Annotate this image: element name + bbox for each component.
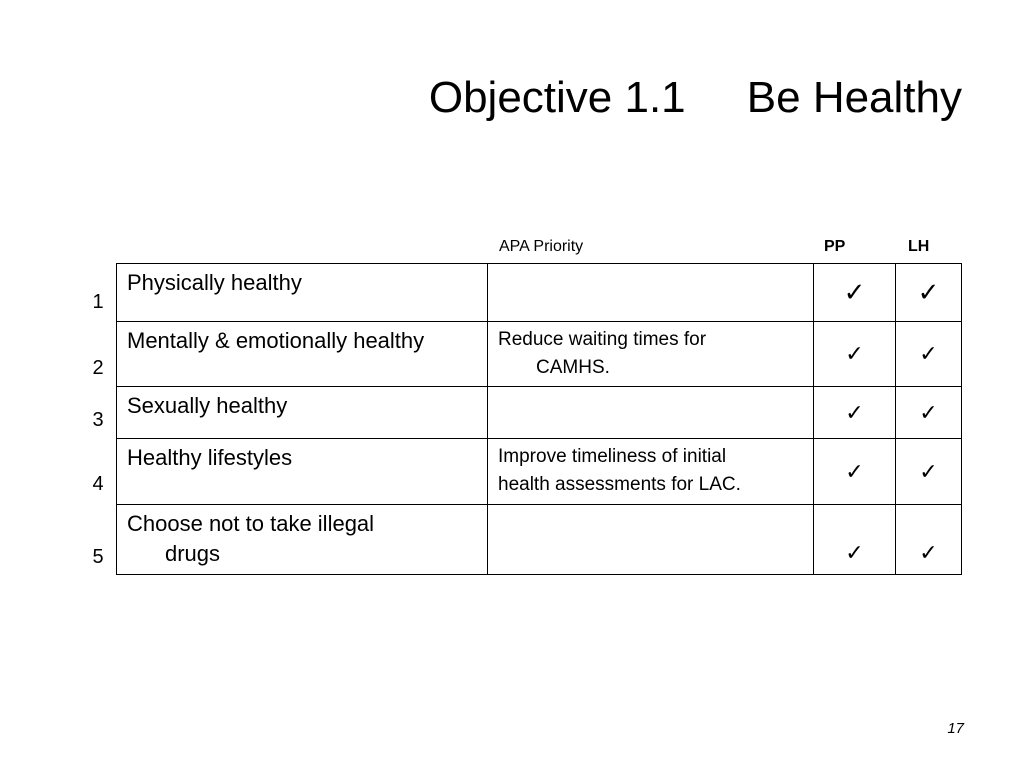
objective-cell [117, 264, 488, 322]
apa-priority-cell [488, 505, 814, 575]
apa-priority-text [488, 322, 813, 382]
apa-priority-line: health assessments for LAC. [498, 474, 741, 495]
objective-text: Healthy lifestyles [127, 445, 293, 470]
objective-cell [117, 387, 488, 439]
apa-priority-line: Reduce waiting times for [498, 329, 707, 350]
apa-priority-cell [488, 439, 814, 505]
objective-line: Choose not to take illegal [127, 511, 375, 536]
objective-text: Mentally & emotionally healthy [127, 328, 425, 353]
table-row [117, 387, 962, 439]
pp-check-cell [814, 505, 896, 575]
lh-check-cell [896, 439, 962, 505]
column-header-pp: PP [824, 238, 846, 255]
apa-priority-line: Improve timeliness of initial [498, 446, 727, 467]
apa-priority-cell [488, 322, 814, 387]
apa-priority-text [488, 439, 813, 499]
row-number-2: 2 [92, 357, 104, 379]
row-number-3: 3 [92, 409, 104, 431]
column-header-lh: LH [908, 238, 930, 255]
apa-priority-line: CAMHS. [536, 357, 610, 378]
lh-check-cell [896, 322, 962, 387]
pp-check-cell [814, 322, 896, 387]
objective-cell [117, 439, 488, 505]
objective-cell [117, 505, 488, 575]
pp-check-cell [814, 264, 896, 322]
page-number: 17 [947, 720, 964, 737]
checkmark-icon: ✓ [919, 341, 938, 366]
apa-priority-cell [488, 264, 814, 322]
lh-check-cell [896, 264, 962, 322]
objective-line: drugs [165, 541, 221, 566]
checkmark-icon: ✓ [845, 540, 864, 565]
checkmark-icon: ✓ [919, 540, 938, 565]
row-number-5: 5 [92, 546, 104, 568]
table-row [117, 322, 962, 387]
checkmark-icon: ✓ [919, 458, 938, 484]
row-number-1: 1 [92, 291, 104, 313]
checkmark-icon: ✓ [845, 458, 864, 484]
table-row [117, 505, 962, 575]
pp-check-cell [814, 439, 896, 505]
objective-text [117, 505, 487, 569]
row-number-4: 4 [92, 473, 104, 495]
pp-check-cell [814, 387, 896, 439]
column-header-apa-priority: APA Priority [499, 238, 584, 255]
lh-check-cell [896, 387, 962, 439]
objective-cell [117, 322, 488, 387]
checkmark-icon: ✓ [919, 399, 938, 425]
checkmark-icon: ✓ [845, 341, 864, 366]
table-row [117, 439, 962, 505]
checkmark-icon: ✓ [845, 399, 864, 425]
checkmark-icon: ✓ [917, 277, 940, 307]
table-row [117, 264, 962, 322]
apa-priority-cell [488, 387, 814, 439]
slide-title: Objective 1.1 Be Healthy [428, 73, 962, 122]
objective-text: Physically healthy [127, 270, 302, 295]
objective-text: Sexually healthy [127, 393, 288, 418]
lh-check-cell [896, 505, 962, 575]
objectives-table [116, 263, 962, 575]
checkmark-icon: ✓ [843, 277, 866, 307]
